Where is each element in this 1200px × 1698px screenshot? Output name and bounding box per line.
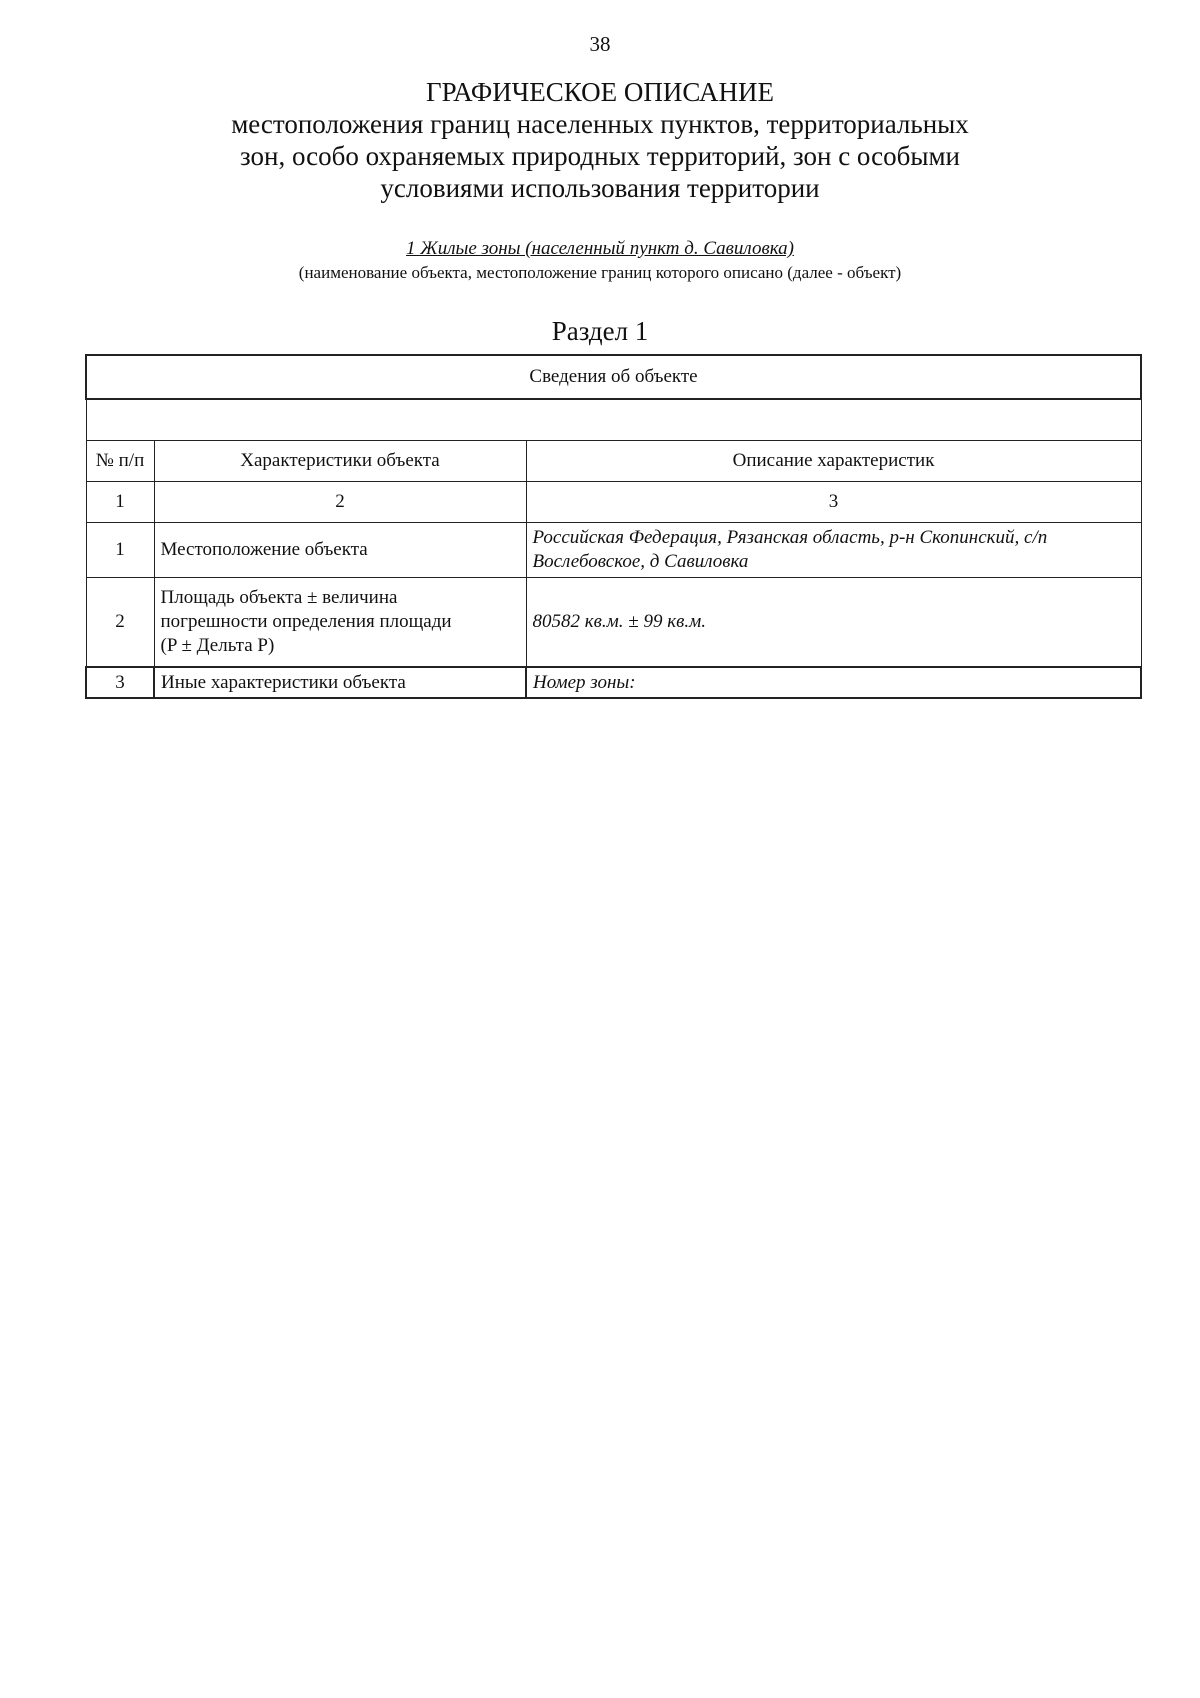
column-header-num: № п/п bbox=[86, 441, 154, 482]
table-blank-cell bbox=[86, 399, 1141, 441]
row-description: 80582 кв.м. ± 99 кв.м. bbox=[526, 578, 1141, 668]
row-num: 3 bbox=[86, 667, 154, 698]
row-characteristic-line-3: (P ± Дельта P) bbox=[160, 635, 275, 656]
table-row bbox=[86, 523, 1141, 578]
table-row bbox=[86, 578, 1141, 668]
object-caption: (наименование объекта, местоположение границ которого описано (далее - объект) bbox=[298, 263, 902, 282]
document-title: ГРАФИЧЕСКОЕ ОПИСАНИЕ bbox=[425, 77, 775, 107]
row-num: 1 bbox=[86, 523, 154, 578]
column-header-characteristic: Характеристики объекта bbox=[154, 441, 526, 482]
document-subtitle-line-3: условиями использования территории bbox=[380, 173, 820, 203]
column-number-3: 3 bbox=[526, 482, 1141, 523]
object-name bbox=[0, 238, 1200, 260]
row-characteristic: Местоположение объекта bbox=[154, 523, 526, 578]
row-num: 2 bbox=[86, 578, 154, 668]
page-number: 38 bbox=[589, 32, 611, 56]
table-column-number-row bbox=[86, 482, 1141, 523]
row-description-line-2: Вослебовское, д Савиловка bbox=[532, 551, 749, 572]
object-info-table bbox=[85, 354, 1142, 699]
document-subtitle-line-2: зон, особо охраняемых природных территорий, зон с особыми bbox=[239, 141, 961, 171]
table-row bbox=[86, 667, 1141, 698]
row-characteristic-line-2: погрешности определения площади bbox=[160, 611, 452, 632]
object-name-text: 1 Жилые зоны (населенный пункт д. Савиловка) bbox=[406, 238, 794, 259]
document-subtitle-line-1: местоположения границ населенных пунктов, территориальных bbox=[231, 109, 969, 139]
document-title-block bbox=[0, 76, 1200, 204]
column-number-2: 2 bbox=[154, 482, 526, 523]
row-characteristic bbox=[154, 578, 526, 668]
column-number-1: 1 bbox=[86, 482, 154, 523]
table-blank-row bbox=[86, 399, 1141, 441]
section-title: Раздел 1 bbox=[551, 316, 649, 346]
row-description: Номер зоны: bbox=[526, 667, 1141, 698]
table-heading: Сведения об объекте bbox=[86, 355, 1141, 399]
row-characteristic: Иные характеристики объекта bbox=[154, 667, 526, 698]
table-heading-row bbox=[86, 355, 1141, 399]
column-header-description: Описание характеристик bbox=[526, 441, 1141, 482]
row-characteristic-line-1: Площадь объекта ± величина bbox=[160, 587, 398, 608]
table-column-header-row bbox=[86, 441, 1141, 482]
row-description-line-1: Российская Федерация, Рязанская область, р-н Скопинский, с/п bbox=[532, 527, 1048, 548]
row-description bbox=[526, 523, 1141, 578]
